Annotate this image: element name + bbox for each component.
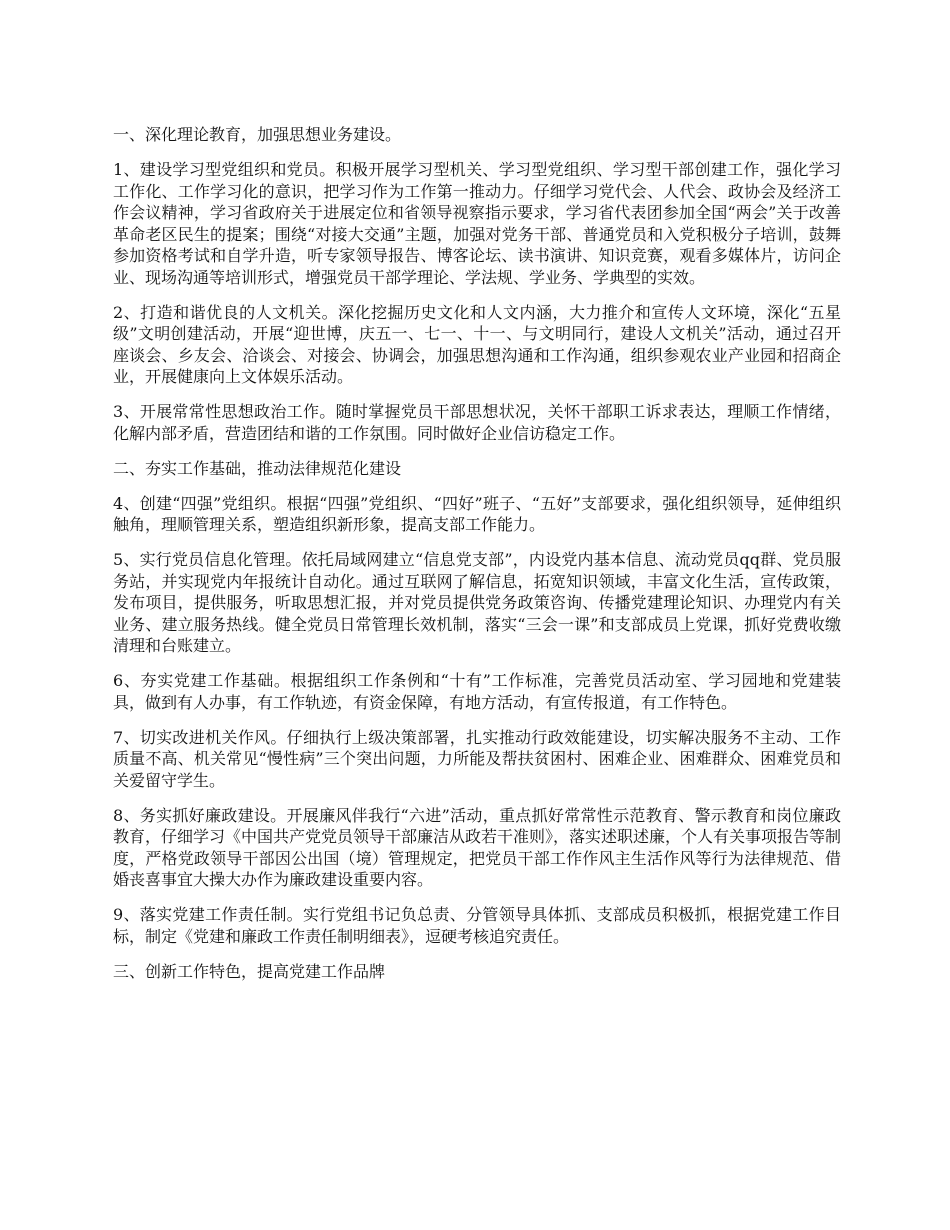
paragraph-1: 1、建设学习型党组织和党员。积极开展学习型机关、学习型党组织、学习型干部创建工作，强化学习工作化、工作学习化的意识，把学习作为工作第一推动力。仔细学习党代会、人代会、政协会及经济工作会议精神，学习省政府关于进展定位和省领导视察指示要求，学习省代表团参加全国“两会”关于改善革命老区民生的提案；围绕“对接大交通”主题，加强对党务干部、普通党员和入党积极分子培训，鼓舞参加资格考试和自学升造，听专家领导报告、博客论坛、读书演讲、知识竞赛，观看多媒体片，访问企业、现场沟通等培训形式，增强党员干部学理论、学法规、学业务、学典型的实效。 [113, 160, 841, 287]
paragraph-9: 9、落实党建工作责任制。实行党组书记负总责、分管领导具体抓、支部成员积极抓，根据党建工作目标，制定《党建和廉政工作责任制明细表》，逗硬考核追究责任。 [113, 905, 841, 946]
section-heading-1: 一、深化理论教育，加强思想业务建设。 [113, 125, 402, 144]
document-body [113, 124, 841, 996]
paragraph-5: 5、实行党员信息化管理。依托局域网建立“信息党支部”，内设党内基本信息、流动党员qq群、党员服务站，并实现党内年报统计自动化。通过互联网了解信息，拓宽知识领域，丰富文化生活，宣传政策，发布项目，提供服务，听取思想汇报，并对党员提供党务政策咨询、传播党建理论知识、办理党内有关业务、建立服务热线。健全党员日常管理长效机制，落实“三会一课”和支部成员上党课，抓好党费收缴清理和台账建立。 [113, 550, 841, 655]
section-heading-2: 二、夯实工作基础，推动法律规范化建设 [113, 458, 402, 478]
section-heading-3: 三、创新工作特色，提高党建工作品牌 [113, 961, 386, 981]
paragraph-7: 7、切实改进机关作风。仔细执行上级决策部署，扎实推动行政效能建设，切实解决服务不主动、工作质量不高、机关常见“慢性病”三个突出问题，力所能及帮扶贫困村、困难企业、困难群众、困难党员和关爱留守学生。 [113, 727, 841, 790]
paragraph-8: 8、务实抓好廉政建设。开展廉风伴我行“六进”活动，重点抓好常常性示范教育、警示教育和岗位廉政教育，仔细学习《中国共产党党员领导干部廉洁从政若干准则》，落实述职述廉，个人有关事项报告等制度，严格党政领导干部因公出国（境）管理规定，把党员干部工作作风主生活作风等行为法律规范、借婚丧喜事宜大操大办作为廉政建设重要内容。 [113, 805, 842, 889]
paragraph-6: 6、夯实党建工作基础。根据组织工作条例和“十有”工作标准，完善党员活动室、学习园地和党建装具，做到有人办事，有工作轨迹，有资金保障，有地方活动，有宣传报道，有工作特色。 [113, 671, 841, 712]
paragraph-2: 2、打造和谐优良的人文机关。深化挖掘历史文化和人文内涵，大力推介和宣传人文环境，深化“五星级”文明创建活动，开展“迎世博，庆五一、七一、十一、与文明同行，建设人文机关”活动，通过召开座谈会、乡友会、洽谈会、对接会、协调会，加强思想沟通和工作沟通，组织参观农业产业园和招商企业，开展健康向上文体娱乐活动。 [113, 302, 841, 386]
paragraph-4: 4、创建“四强”党组织。根据“四强”党组织、“四好”班子、“五好”支部要求，强化组织领导，延伸组织触角，理顺管理关系，塑造组织新形象，提高支部工作能力。 [113, 493, 841, 534]
paragraph-3: 3、开展常常性思想政治工作。随时掌握党员干部思想状况，关怀干部职工诉求表达，理顺工作情绪，化解内部矛盾，营造团结和谐的工作氛围。同时做好企业信访稳定工作。 [113, 402, 841, 443]
